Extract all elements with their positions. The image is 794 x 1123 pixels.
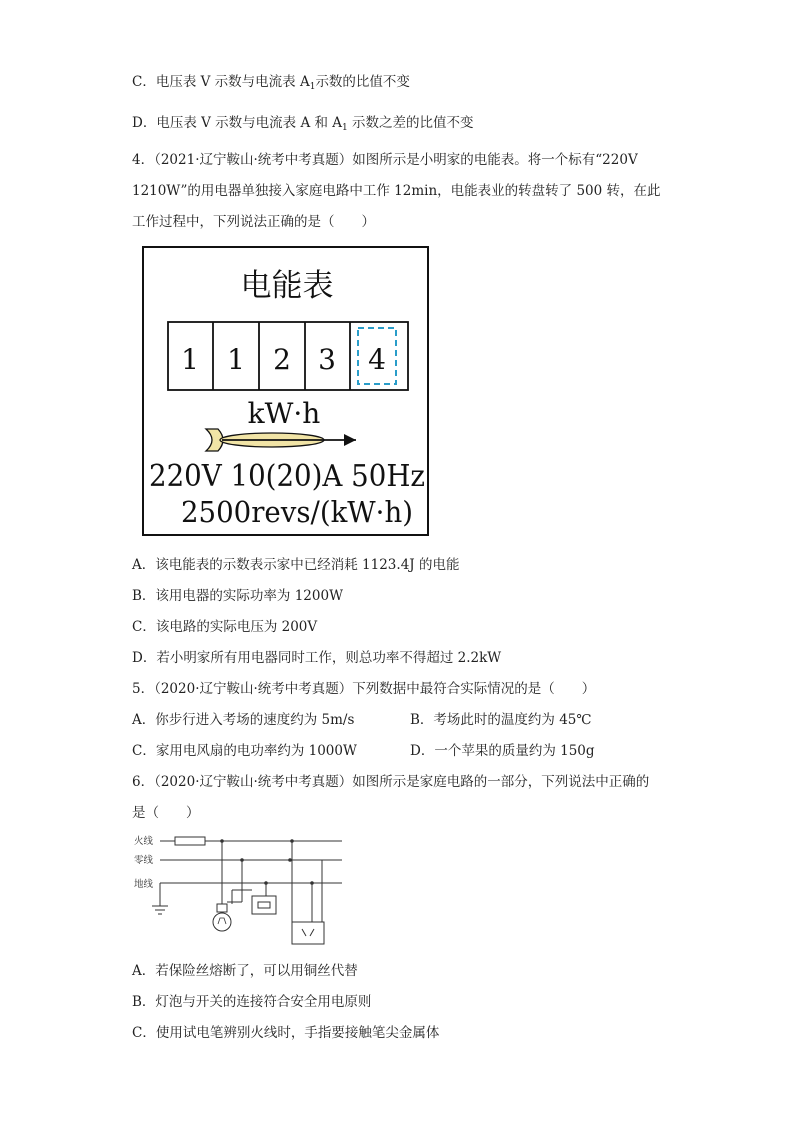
question-6-option-b: B．灯泡与开关的连接符合安全用电原则 [132, 994, 372, 1010]
meter-revs: 2500revs/(kW·h) [181, 495, 413, 529]
switch-box-icon [232, 883, 276, 914]
question-6-option-c: C．使用试电笔辨别火线时，手指要接触笔尖金属体 [132, 1025, 440, 1041]
bulb-icon [213, 841, 231, 931]
question-6-line-2: 是（ ） [132, 805, 200, 821]
question-5-option-c: C．家用电风扇的电功率约为 1000W [132, 743, 357, 759]
meter-digit-4: 3 [318, 343, 336, 376]
meter-rating: 220V 10(20)A 50Hz [149, 459, 425, 494]
question-5-option-d: D．一个苹果的质量约为 150g [410, 743, 595, 759]
question-4-line-2: 1210W”的用电器单独接入家庭电路中工作 12min，电能表业的转盘转了 500 转，在此 [132, 183, 661, 199]
option-d-previous: D．电压表 V 示数与电流表 A 和 $A_1$ 示数之差的比值不变 [132, 115, 474, 133]
question-4-line-3: 工作过程中，下列说法正确的是（ ） [132, 214, 375, 230]
meter-digit-5: 4 [368, 343, 386, 376]
circuit-live-label: 火线 [134, 836, 154, 847]
meter-digit-2: 1 [227, 343, 245, 376]
socket-icon [290, 841, 324, 944]
question-4-option-d: D．若小明家所有用电器同时工作，则总功率不得超过 2.2kW [132, 650, 502, 666]
question-4-option-a: A．该电能表的示数表示家中已经消耗 1123.4J 的电能 [132, 557, 460, 573]
energy-meter-figure [142, 246, 429, 536]
question-5-option-b: B．考场此时的温度约为 45℃ [410, 712, 592, 728]
meter-digit-1: 1 [181, 343, 199, 376]
circuit-neutral-label: 零线 [134, 855, 154, 866]
meter-disc-arrow [206, 429, 356, 451]
question-4-line-1: 4．（2021·辽宁鞍山·统考中考真题）如图所示是小明家的电能表。将一个标有“220V [132, 152, 638, 168]
household-circuit-figure [132, 832, 347, 954]
question-5-row-2 [132, 742, 595, 760]
question-6-option-a: A．若保险丝熔断了，可以用铜丝代替 [132, 963, 358, 979]
question-4-option-b: B．该用电器的实际功率为 1200W [132, 588, 343, 604]
meter-digit-3: 2 [273, 343, 291, 376]
meter-title: 电能表 [240, 268, 334, 304]
question-5-option-a: A．你步行进入考场的速度约为 5m/s [132, 712, 355, 728]
question-4-option-c: C．该电路的实际电压为 200V [132, 619, 318, 635]
option-c-previous: C．电压表 V 示数与电流表 $A_1$示数的比值不变 [132, 74, 410, 92]
question-5-row-1 [132, 711, 592, 729]
question-6-line-1: 6．（2020·辽宁鞍山·统考中考真题）如图所示是家庭电路的一部分，下列说法中正确的 [132, 774, 650, 790]
meter-unit: kW·h [247, 397, 321, 430]
circuit-ground-label: 地线 [134, 879, 154, 890]
question-5-stem: 5．（2020·辽宁鞍山·统考中考真题）下列数据中最符合实际情况的是（ ） [132, 681, 596, 697]
fuse [175, 837, 205, 845]
